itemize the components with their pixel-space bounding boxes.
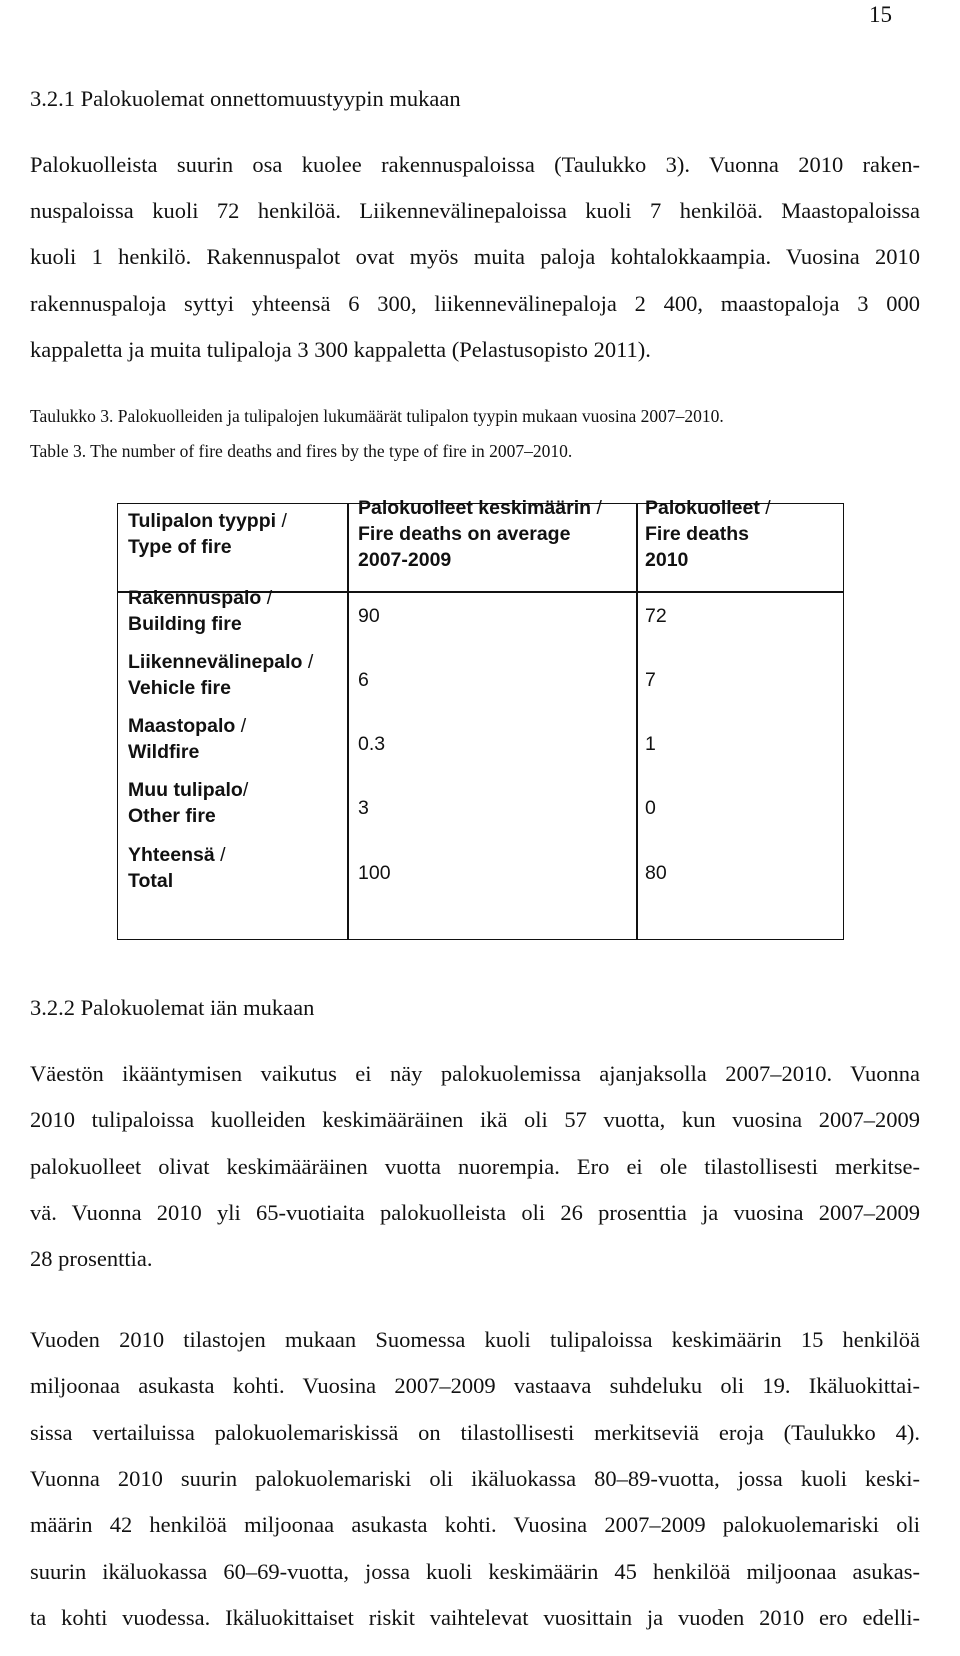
table-cell-average: 6	[358, 669, 369, 691]
paragraph-line: Väestön ikääntymisen vaikutus ei näy palokuolemissa ajanjaksolla 2007–2010. Vuonna	[30, 1061, 920, 1086]
paragraph-line: ta kohti vuodessa. Ikäluokittaiset riskit vaihtelevat vuosittain ja vuoden 2010 ero edelli-	[30, 1605, 920, 1630]
table-cell-2010: 80	[645, 862, 667, 884]
table-cell-average: 0.3	[358, 733, 386, 755]
table-cell-2010: 7	[645, 669, 656, 691]
paragraph-line: sissa vertailuissa palokuolemariskissä on tilastollisesti merkitseviä eroja (Taulukko 4).	[30, 1420, 920, 1445]
paragraph-line: määrin 42 henkilöä miljoonaa asukasta kohti. Vuosina 2007–2009 palokuolemariski oli	[30, 1512, 920, 1537]
section-heading-3-2-1: 3.2.1 Palokuolemat onnettomuustyypin mukaan	[30, 86, 461, 111]
paragraph-line: palokuolleet olivat keskimääräinen vuotta nuorempia. Ero ei ole tilastollisesti merkitse-	[30, 1154, 920, 1179]
table-column-divider	[347, 504, 349, 939]
section-heading-3-2-2: 3.2.2 Palokuolemat iän mukaan	[30, 995, 315, 1020]
table-row-label: Muu tulipalo/ Other fire	[128, 779, 249, 827]
paragraph-line: suurin ikäluokassa 60–69-vuotta, jossa kuoli keskimäärin 45 henkilöä miljoonaa asukas-	[30, 1559, 920, 1584]
paragraph-line: kuoli 1 henkilö. Rakennuspalot ovat myös muita paloja kohtalokkaampia. Vuosina 2010	[30, 244, 920, 269]
paragraph-line: vä. Vuonna 2010 yli 65-vuotiaita palokuolleista oli 26 prosenttia ja vuosina 2007–2009	[30, 1200, 920, 1225]
paragraph-line: rakennuspaloja syttyi yhteensä 6 300, liikennevälinepaloja 2 400, maastopaloja 3 000	[30, 291, 920, 316]
table-cell-2010: 1	[645, 733, 656, 755]
table-cell-2010: 72	[645, 605, 667, 627]
paragraph-line: nuspaloissa kuoli 72 henkilöä. Liikennevälinepaloissa kuoli 7 henkilöä. Maastopaloissa	[30, 198, 920, 223]
table-cell-average: 3	[358, 797, 369, 819]
table-row-label: Maastopalo / Wildfire	[128, 715, 247, 763]
table-caption-fi: Taulukko 3. Palokuolleiden ja tulipalojen lukumäärät tulipalon tyypin mukaan vuosina 2007–2010.	[30, 406, 724, 426]
page-number: 15	[869, 2, 892, 27]
table-row-label: Rakennuspalo / Building fire	[128, 587, 273, 635]
paragraph-line: Vuoden 2010 tilastojen mukaan Suomessa kuoli tulipaloissa keskimäärin 15 henkilöä	[30, 1327, 920, 1352]
paragraph-line: Palokuolleista suurin osa kuolee rakennuspaloissa (Taulukko 3). Vuonna 2010 raken-	[30, 152, 920, 177]
table-row-label: Yhteensä / Total	[128, 844, 226, 892]
table-caption-en: Table 3. The number of fire deaths and fires by the type of fire in 2007–2010.	[30, 441, 573, 461]
table-cell-average: 90	[358, 605, 380, 627]
table-header-average: Palokuolleet keskimäärin / Fire deaths on average 2007-2009	[358, 497, 602, 571]
paragraph-line: 2010 tulipaloissa kuolleiden keskimääräinen ikä oli 57 vuotta, kun vuosina 2007–2009	[30, 1107, 920, 1132]
paragraph-line: 28 prosenttia.	[30, 1246, 153, 1271]
fire-deaths-table	[117, 497, 844, 940]
paragraph-line: Vuonna 2010 suurin palokuolemariski oli ikäluokassa 80–89-vuotta, jossa kuoli keski-	[30, 1466, 920, 1491]
table-header-type: Tulipalon tyyppi / Type of fire	[128, 510, 287, 558]
paragraph-line: miljoonaa asukasta kohti. Vuosina 2007–2009 vastaava suhdeluku oli 19. Ikäluokittai-	[30, 1373, 920, 1398]
paragraph-line: kappaletta ja muita tulipaloja 3 300 kappaletta (Pelastusopisto 2011).	[30, 337, 651, 362]
table-cell-2010: 0	[645, 797, 656, 819]
table-header-2010: Palokuolleet / Fire deaths 2010	[645, 497, 771, 571]
table-column-divider	[636, 504, 638, 939]
table-cell-average: 100	[358, 862, 391, 884]
table-row-label: Liikennevälinepalo / Vehicle fire	[128, 651, 314, 699]
